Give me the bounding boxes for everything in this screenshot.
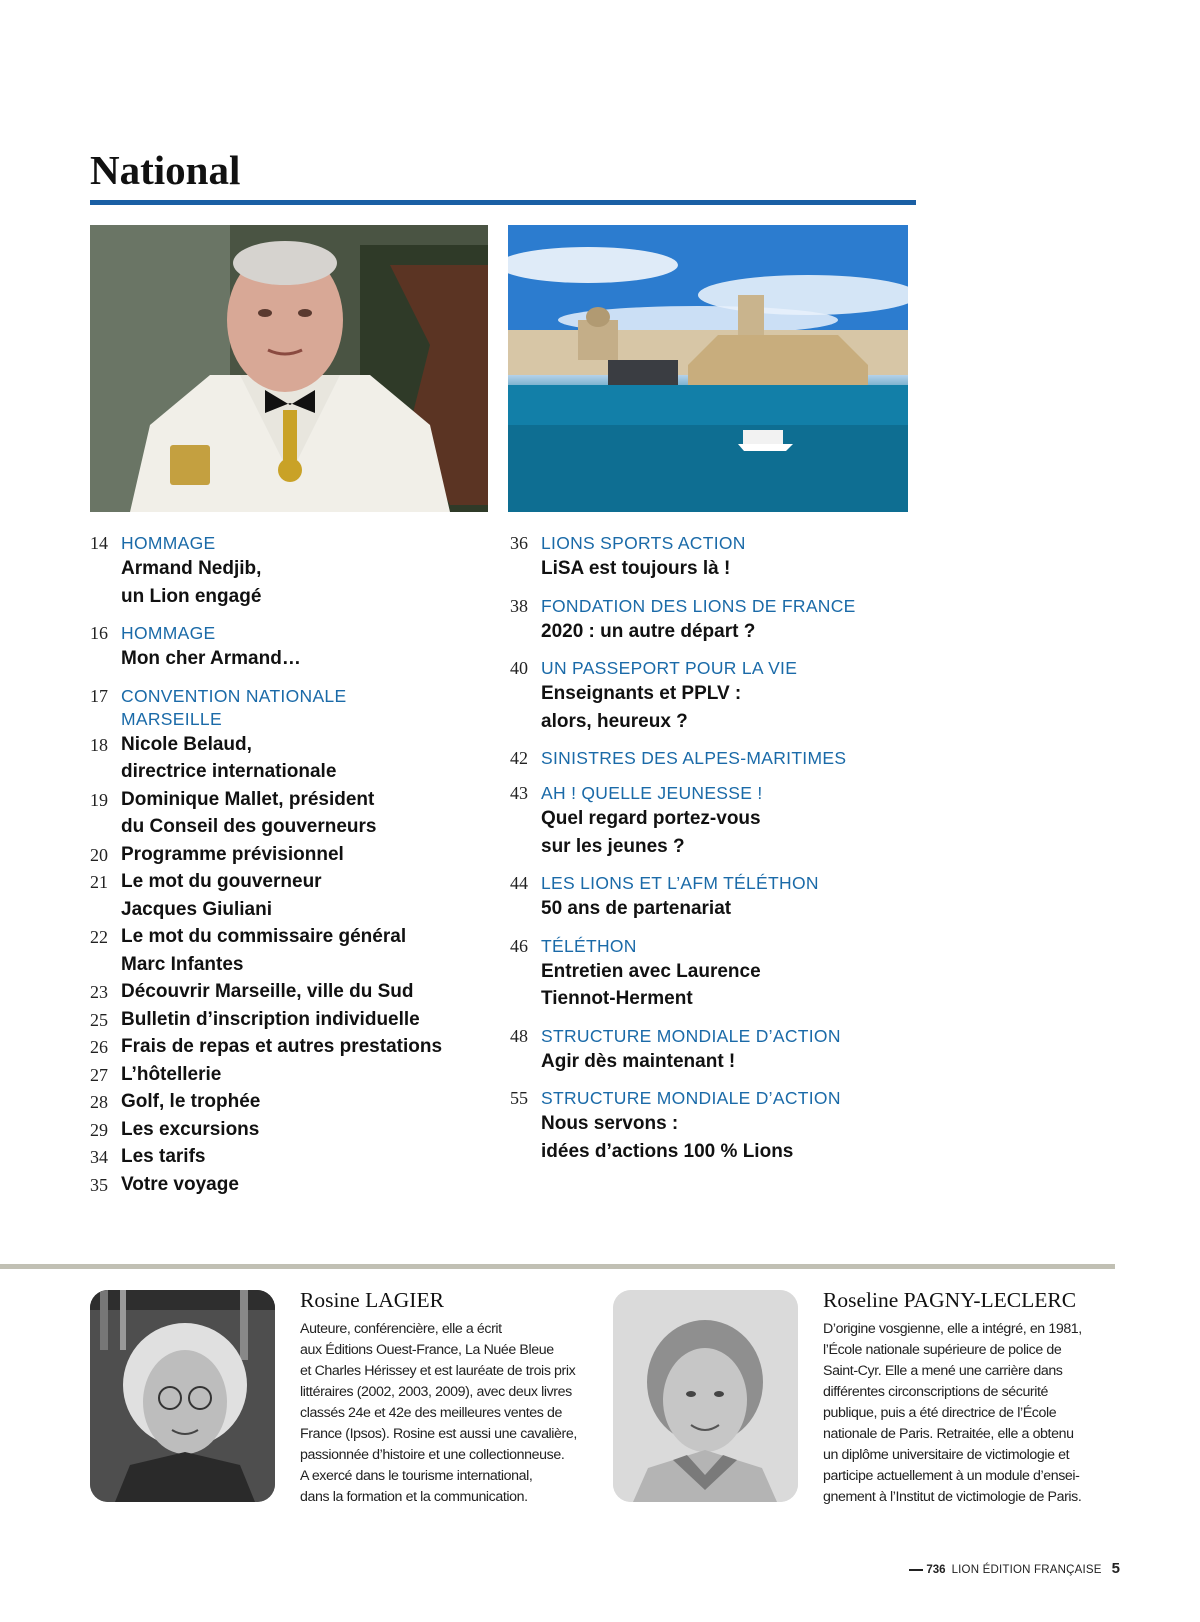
article-title: Le mot du gouverneur xyxy=(121,871,322,892)
article-title: Le mot du commissaire général xyxy=(121,926,407,947)
page-number-footer: 5 xyxy=(1111,1560,1120,1577)
article-title: Armand Nedjib, xyxy=(121,558,262,579)
toc-entry[interactable] xyxy=(90,1143,480,1171)
page-number: 34 xyxy=(90,1147,108,1167)
toc-entry[interactable] xyxy=(90,685,480,731)
category-label: LIONS SPORTS ACTION xyxy=(541,533,746,553)
toc-entry[interactable] xyxy=(510,747,910,770)
article-title: alors, heureux ? xyxy=(541,710,688,732)
article-title: 2020 : un autre départ ? xyxy=(541,620,756,642)
article-title: directrice internationale xyxy=(121,761,337,782)
toc-entry[interactable] xyxy=(90,1171,480,1199)
section-title: National xyxy=(90,147,241,193)
category-label: HOMMAGE xyxy=(121,533,216,553)
article-title: 50 ans de partenariat xyxy=(541,898,732,919)
author-photo-roseline-pagny-leclerc xyxy=(613,1290,798,1502)
toc-entry[interactable] xyxy=(90,1116,480,1144)
category-label: STRUCTURE MONDIALE D’ACTION xyxy=(541,1088,841,1108)
toc-entry[interactable] xyxy=(510,935,910,1013)
article-title: idées d’actions 100 % Lions xyxy=(541,1140,794,1162)
bio-line: participe actuellement à un module d’ensei- xyxy=(823,1468,1080,1484)
article-title: Découvrir Marseille, ville du Sud xyxy=(121,981,414,1002)
page-number: 19 xyxy=(90,789,108,810)
contributors-divider xyxy=(0,1264,1115,1269)
article-title: Bulletin d’inscription individuelle xyxy=(121,1008,420,1030)
toc-entry[interactable] xyxy=(90,622,480,673)
author-bio-left xyxy=(300,1288,585,1508)
author-photo-rosine-lagier xyxy=(90,1290,275,1502)
article-title: Quel regard portez-vous xyxy=(541,808,761,829)
category-label: AH ! QUELLE JEUNESSE ! xyxy=(541,783,763,803)
page-number: 18 xyxy=(90,734,108,755)
page-number: 55 xyxy=(510,1088,528,1108)
page-number: 27 xyxy=(90,1064,108,1085)
bio-line: France (Ipsos). Rosine est aussi une cavalière, xyxy=(300,1426,577,1442)
category-label: TÉLÉTHON xyxy=(541,935,637,956)
page-number: 36 xyxy=(510,533,528,553)
toc-entry[interactable] xyxy=(90,731,480,786)
page-number: 40 xyxy=(510,658,528,678)
article-title: Marc Infantes xyxy=(121,953,244,975)
article-title: Votre voyage xyxy=(121,1173,239,1195)
article-title: du Conseil des gouverneurs xyxy=(121,816,377,837)
bio-line: Auteure, conférencière, elle a écrit xyxy=(300,1321,502,1337)
author-bio-right xyxy=(823,1288,1118,1508)
page-number: 21 xyxy=(90,872,108,892)
article-title: Golf, le trophée xyxy=(121,1091,261,1112)
author-name: Rosine LAGIER xyxy=(300,1288,444,1312)
bio-line: et Charles Hérissey et est lauréate de trois prix xyxy=(300,1363,576,1379)
toc-entry[interactable] xyxy=(90,532,480,610)
page-number: 38 xyxy=(510,595,528,616)
marseille-port-photo xyxy=(508,225,908,512)
author-bio-text xyxy=(823,1319,1118,1508)
article-title: Agir dès maintenant ! xyxy=(541,1050,736,1072)
toc-right-column xyxy=(510,532,910,1177)
category-label: FONDATION DES LIONS DE FRANCE xyxy=(541,595,856,616)
toc-entry[interactable] xyxy=(90,1061,480,1089)
page-number: 25 xyxy=(90,1009,108,1030)
toc-entry[interactable] xyxy=(90,786,480,841)
publication-name: LION ÉDITION FRANÇAISE xyxy=(951,1564,1102,1576)
bio-line: publique, puis a été directrice de l’École xyxy=(823,1405,1057,1421)
toc-entry[interactable] xyxy=(510,532,910,583)
category-label: CONVENTION NATIONALE xyxy=(121,685,347,706)
page-number: 16 xyxy=(90,623,108,643)
issue-number: 736 xyxy=(926,1564,946,1576)
bio-line: dans la formation et la communication. xyxy=(300,1489,528,1505)
category-label: HOMMAGE xyxy=(121,623,216,643)
toc-entry[interactable] xyxy=(90,1088,480,1116)
bio-line: un diplôme universitaire de victimologie et xyxy=(823,1447,1070,1463)
page-number: 14 xyxy=(90,533,108,553)
article-title: Dominique Mallet, président xyxy=(121,788,375,810)
page-number: 17 xyxy=(90,685,108,706)
category-label: SINISTRES DES ALPES-MARITIMES xyxy=(541,748,847,768)
page-folio xyxy=(909,1560,1120,1577)
page-number: 48 xyxy=(510,1025,528,1046)
bio-line: Saint-Cyr. Elle a mené une carrière dans xyxy=(823,1363,1063,1379)
bio-line: D’origine vosgienne, elle a intégré, en 1981, xyxy=(823,1321,1082,1337)
bio-line: passionnée d’histoire et une collectionneuse. xyxy=(300,1447,565,1463)
bio-line: A exercé dans le tourisme international, xyxy=(300,1468,533,1484)
article-title: L’hôtellerie xyxy=(121,1063,222,1085)
page-number: 20 xyxy=(90,844,108,865)
bio-line: différentes circonscriptions de sécurité xyxy=(823,1384,1049,1400)
page-number: 22 xyxy=(90,927,108,947)
toc-entry[interactable] xyxy=(510,782,910,860)
toc-entry[interactable] xyxy=(510,872,910,923)
bio-line: gnement à l’Institut de victimologie de Paris. xyxy=(823,1489,1082,1505)
page-number: 26 xyxy=(90,1037,108,1057)
category-label: STRUCTURE MONDIALE D’ACTION xyxy=(541,1025,841,1046)
bio-line: l’École nationale supérieure de police de xyxy=(823,1342,1062,1358)
portrait-photo-armand-nedjib xyxy=(90,225,488,512)
author-name: Roseline PAGNY-LECLERC xyxy=(823,1288,1077,1312)
page-number: 43 xyxy=(510,783,528,803)
toc-entry[interactable] xyxy=(90,1006,480,1034)
page-number: 46 xyxy=(510,935,528,956)
toc-entry[interactable] xyxy=(510,1087,910,1165)
bio-line: aux Éditions Ouest-France, La Nuée Bleue xyxy=(300,1342,554,1358)
article-title: Tiennot-Herment xyxy=(541,988,693,1009)
page-number: 35 xyxy=(90,1174,108,1195)
article-title: Nicole Belaud, xyxy=(121,733,252,755)
toc-entry[interactable] xyxy=(90,841,480,869)
bio-line: nationale de Paris. Retraitée, elle a obtenu xyxy=(823,1426,1074,1442)
author-bio-text xyxy=(300,1319,585,1508)
bio-line: classés 24e et 42e des meilleures ventes de xyxy=(300,1405,562,1421)
bio-line: littéraires (2002, 2003, 2009), avec deux livres xyxy=(300,1384,572,1400)
toc-entry[interactable] xyxy=(510,1025,910,1076)
article-title: Les tarifs xyxy=(121,1146,206,1167)
article-title: Programme prévisionnel xyxy=(121,843,344,865)
toc-entry[interactable] xyxy=(510,657,910,735)
folio-dash xyxy=(909,1569,923,1571)
article-title: LiSA est toujours là ! xyxy=(541,558,731,579)
category-label: LES LIONS ET L’AFM TÉLÉTHON xyxy=(541,873,819,893)
article-title: Nous servons : xyxy=(541,1113,679,1134)
article-title: Enseignants et PPLV : xyxy=(541,683,742,704)
article-title: Jacques Giuliani xyxy=(121,898,272,920)
toc-entry[interactable] xyxy=(90,868,480,923)
page-number: 44 xyxy=(510,873,528,893)
toc-entry[interactable] xyxy=(90,923,480,978)
page-number: 42 xyxy=(510,748,528,768)
toc-left-column xyxy=(90,532,480,1198)
category-label: MARSEILLE xyxy=(121,708,222,729)
page-number: 29 xyxy=(90,1119,108,1140)
toc-entry[interactable] xyxy=(90,1033,480,1061)
title-rule xyxy=(90,200,916,205)
toc-entry[interactable] xyxy=(510,595,910,646)
article-title: Frais de repas et autres prestations xyxy=(121,1036,443,1057)
article-title: Mon cher Armand… xyxy=(121,648,301,669)
toc-entry[interactable] xyxy=(90,978,480,1006)
article-title: Entretien avec Laurence xyxy=(541,960,761,982)
category-label: UN PASSEPORT POUR LA VIE xyxy=(541,658,798,678)
page-number: 23 xyxy=(90,982,108,1002)
article-title: Les excursions xyxy=(121,1118,260,1140)
article-title: un Lion engagé xyxy=(121,585,262,607)
article-title: sur les jeunes ? xyxy=(541,835,685,857)
page-number: 28 xyxy=(90,1092,108,1112)
